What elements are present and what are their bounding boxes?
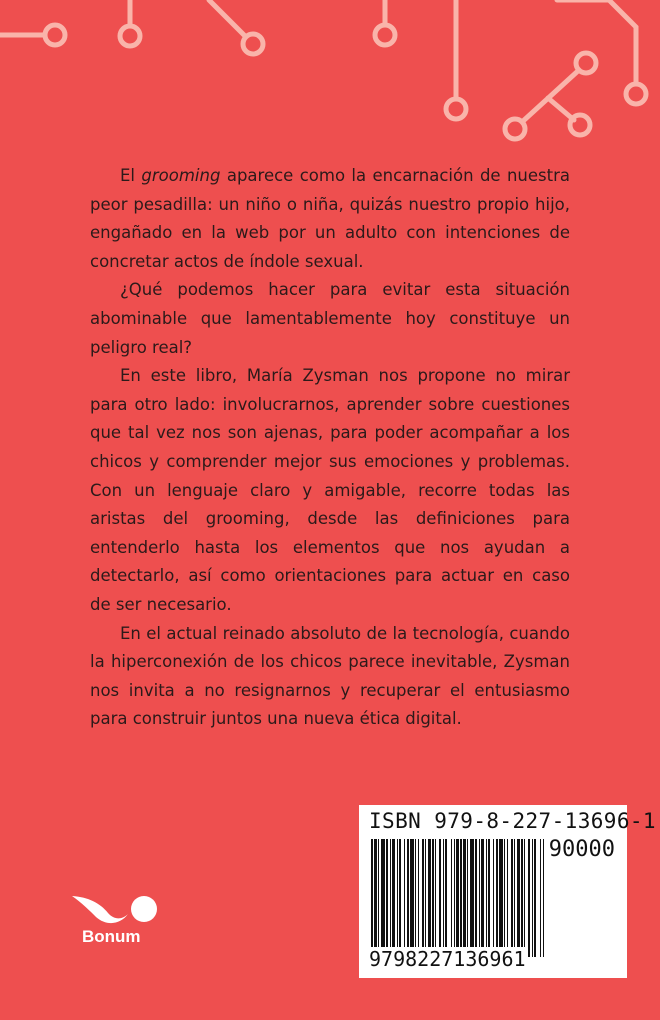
barcode-bar: [532, 839, 533, 957]
barcode-bar: [481, 839, 484, 957]
blurb-p1-italic-term: grooming: [141, 166, 221, 185]
barcode-bar: [493, 839, 494, 957]
barcode-bar: [428, 839, 431, 957]
barcode-bar: [488, 839, 490, 957]
barcode-bar: [439, 839, 441, 957]
blurb-p1-intro: El: [120, 166, 142, 185]
barcode-bar: [517, 839, 520, 957]
blurb-paragraph-2: ¿Qué podemos hacer para evitar esta situación abominable que lamentablemente hoy constituye un peligro real?: [90, 280, 570, 357]
barcode-bar: [374, 839, 377, 957]
barcode-bar: [386, 839, 388, 957]
barcode-bar: [470, 839, 474, 957]
barcode-bar: [418, 839, 419, 957]
circuit-pattern-decoration: [0, 0, 660, 150]
barcode-bar: [390, 839, 391, 957]
barcode-bar: [456, 839, 459, 957]
barcode-bar: [475, 839, 477, 957]
barcode-bar: [543, 839, 544, 957]
barcode-bar: [378, 839, 379, 957]
barcode-bar: [435, 839, 436, 957]
barcode-bar: [422, 839, 424, 957]
barcode-bar: [504, 839, 505, 957]
barcode-bar: [399, 839, 401, 957]
publisher-name: Bonum: [82, 927, 141, 946]
barcode-bar: [371, 839, 373, 957]
barcode-bar: [534, 839, 536, 957]
barcode-bar: [407, 839, 409, 957]
barcode-bar: [445, 839, 447, 957]
barcode-bar: [404, 839, 405, 957]
barcode-bar: [528, 839, 530, 957]
barcode-bar: [463, 839, 466, 957]
barcode-bar: [467, 839, 468, 957]
price-code: 90000: [548, 837, 615, 862]
barcode-bar: [443, 839, 444, 957]
barcode-bar: [415, 839, 416, 957]
barcode-bar: [432, 839, 434, 957]
barcode-bar: [496, 839, 498, 957]
barcode-bar: [499, 839, 503, 957]
barcode-bar: [425, 839, 426, 957]
isbn-barcode: [359, 805, 656, 978]
barcode-bar: [410, 839, 414, 957]
publisher-logo: [70, 893, 166, 973]
barcode-bar: [540, 839, 541, 957]
barcode-bar: [521, 839, 523, 957]
blurb-paragraph-4: En el actual reinado absoluto de la tecnología, cuando la hiperconexión de los chicos parece inevitable, Zysman nos invita a no resignarnos y recuperar el entusiasmo para construir juntos una nueva ética digital.: [90, 623, 570, 729]
barcode-bar: [454, 839, 455, 957]
ean-digits: 9798227136961: [369, 947, 526, 971]
barcode-bar: [511, 839, 513, 957]
blurb-paragraph-1: [90, 162, 570, 276]
isbn-text: ISBN 979-8-227-13696-1: [369, 809, 656, 833]
barcode-bar: [397, 839, 398, 957]
blurb-paragraph-3: En este libro, María Zysman nos propone no mirar para otro lado: involucrarnos, aprender sobre cuestiones que tal vez nos son ajenas, para poder acompañar a los chicos y comprender mejor sus emociones y problemas. Con un lenguaje claro y amigable, recorre todas las aristas del grooming, desde las definiciones para entenderlo hasta los elementos que nos ayudan a detectarlo, así como orientaciones para actuar en caso de ser necesario.: [90, 366, 570, 614]
barcode-bar: [381, 839, 385, 957]
barcode-bar: [507, 839, 508, 957]
barcode-bar: [451, 839, 452, 957]
barcode-bar: [460, 839, 462, 957]
barcode-bar: [479, 839, 480, 957]
back-cover-blurb: [90, 162, 570, 734]
barcode-bar: [392, 839, 395, 957]
blurb-p1-rest: aparece como la encarnación de nuestra peor pesadilla: un niño o niña, quizás nuestro propio hijo, engañado en la web por un adulto con intenciones de concretar actos de índole sexual.: [90, 166, 570, 271]
barcode-bar: [524, 839, 525, 957]
barcode-bar: [514, 839, 515, 957]
barcode-bar: [486, 839, 487, 957]
barcode-bars: [369, 839, 549, 961]
